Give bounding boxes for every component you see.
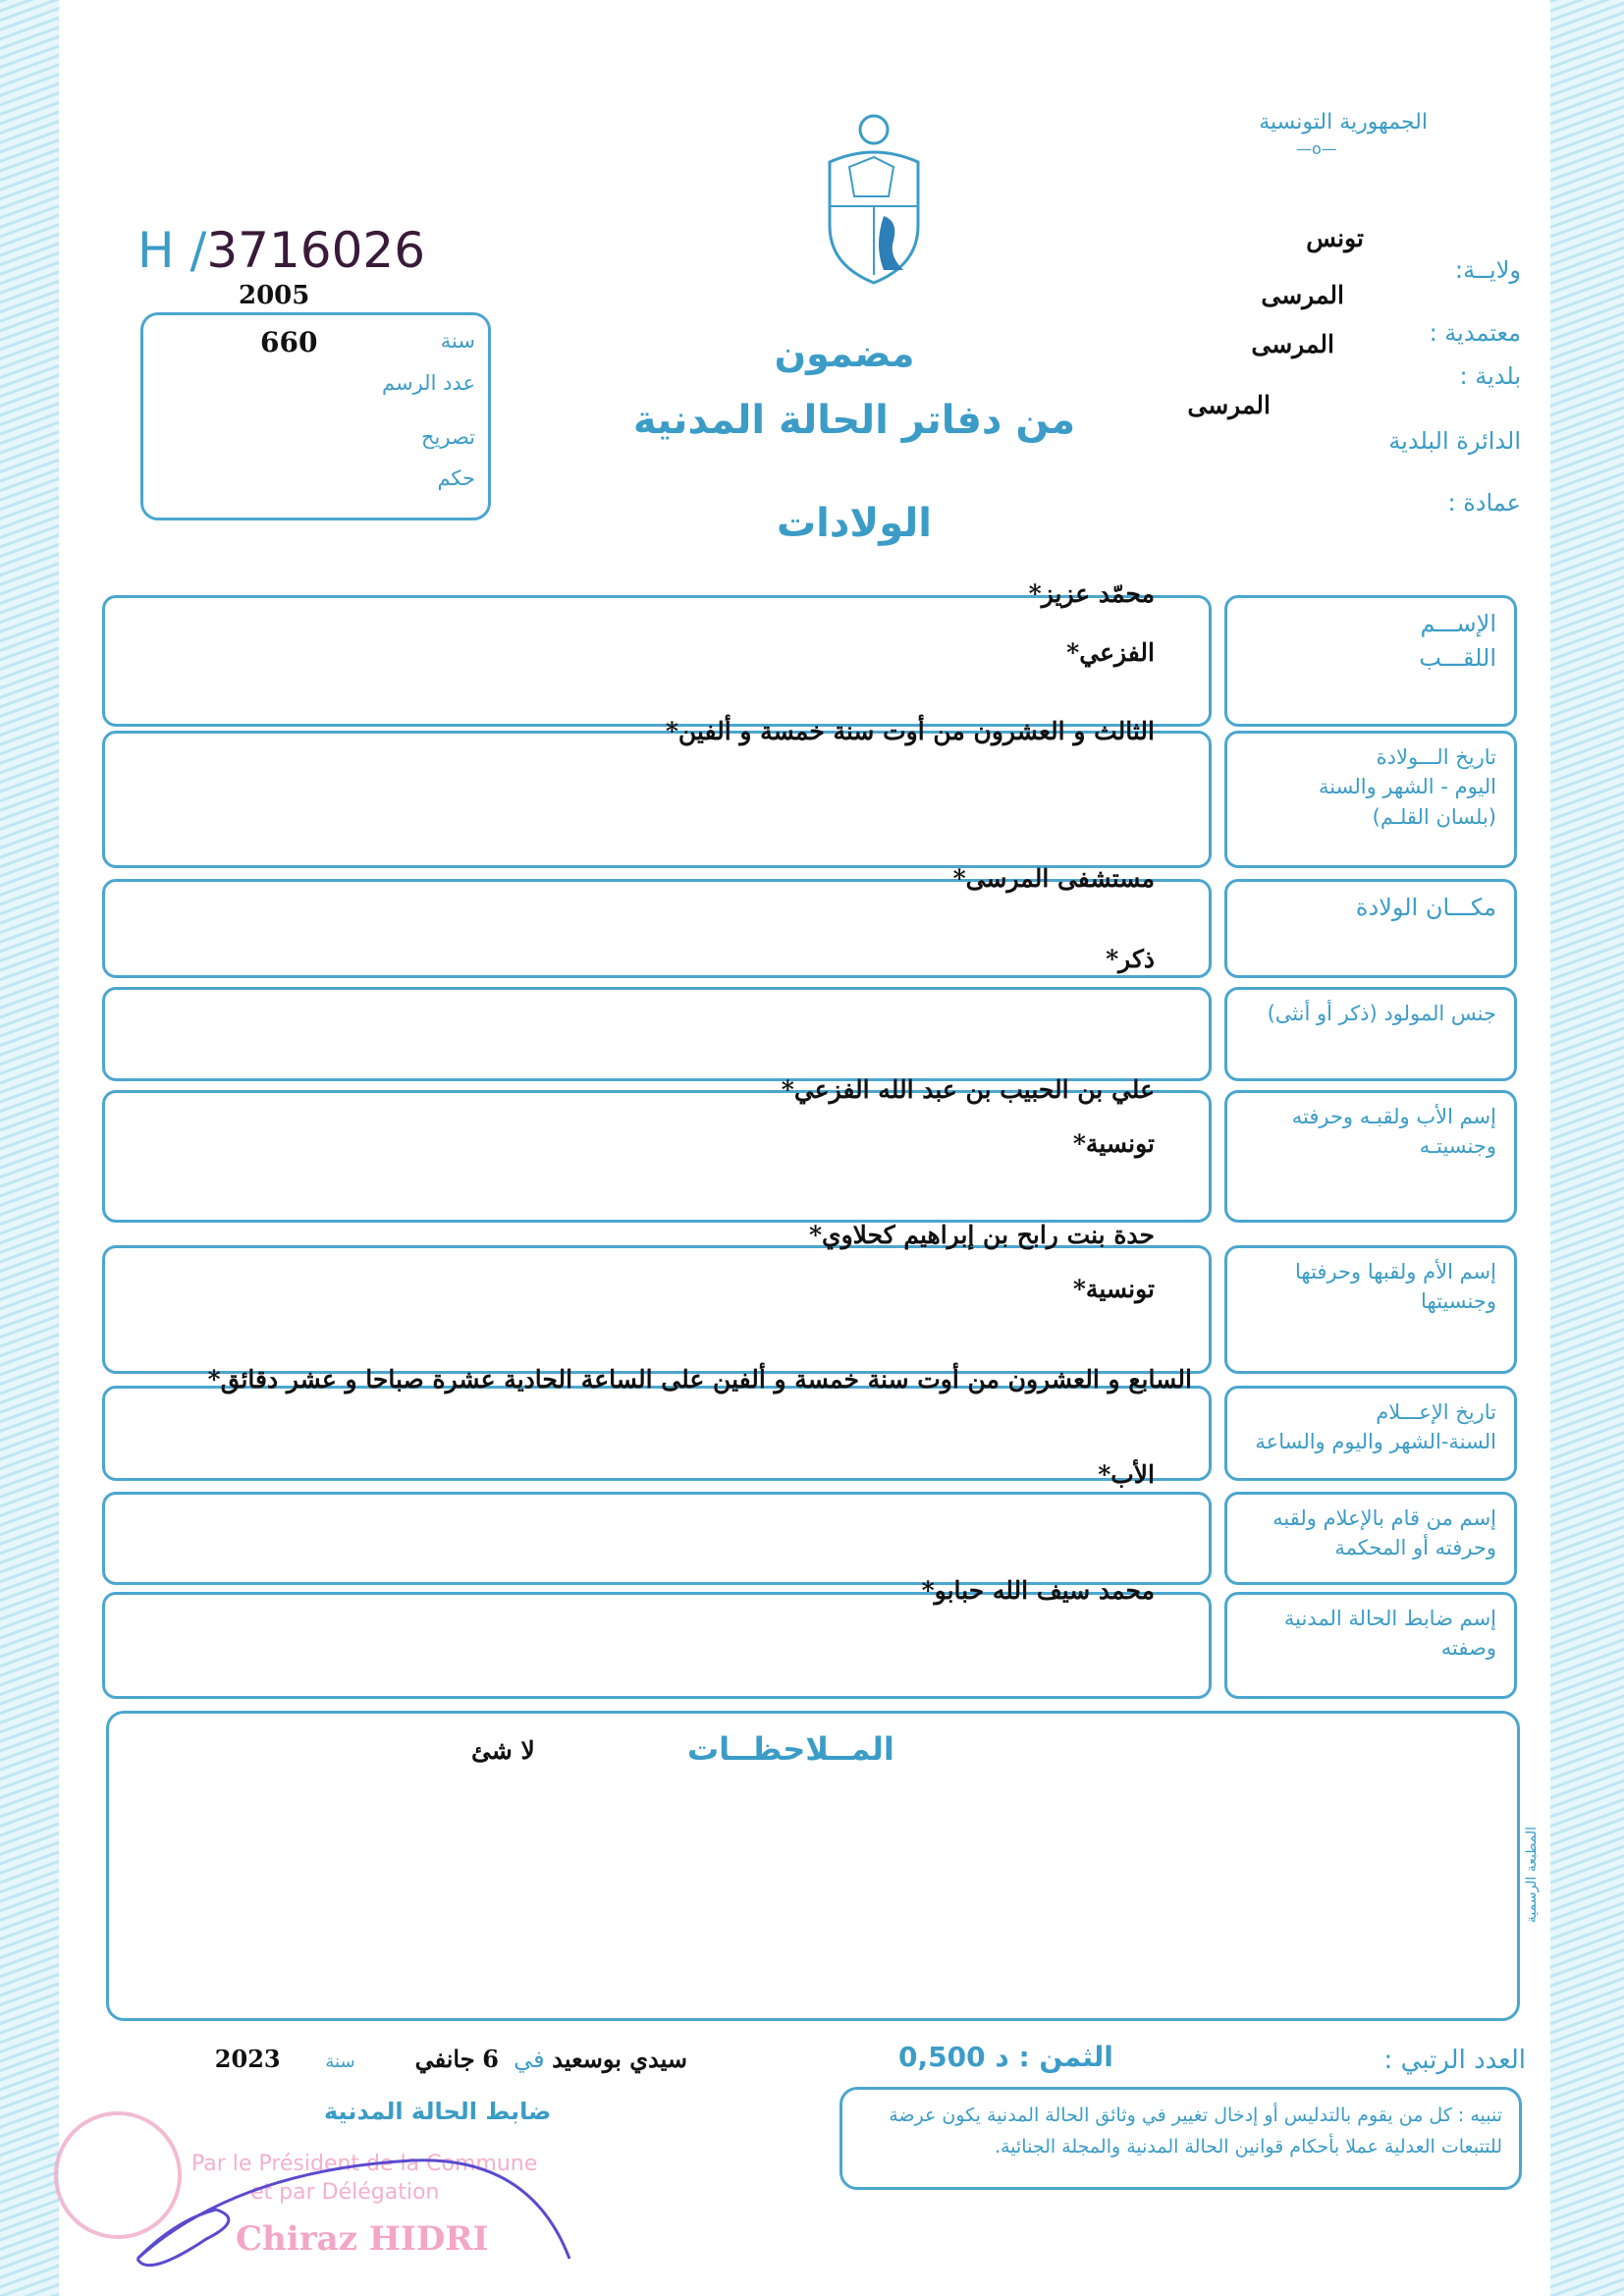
price-label: الثمن : xyxy=(1018,2041,1113,2073)
baladiya-label: بلدية : xyxy=(1459,362,1521,390)
serial-number-label: العدد الرتبي : xyxy=(1383,2046,1526,2075)
judgment-label: حكم xyxy=(437,466,475,490)
coat-of-arms-emblem xyxy=(820,108,928,285)
reference-year: 2005 xyxy=(239,281,310,310)
stamp-line2: et par Délégation xyxy=(250,2179,440,2205)
record-number-label: عدد الرسم xyxy=(382,371,475,395)
warning-text: تنبيه : كل من يقوم بالتدليس أو إدخال تغيير في وثائق الحالة المدنية يكون عرضة للتتبعات العدلية عملا بأحكام قوانين الحالة المدنية والمجلة الجنائية. xyxy=(889,2105,1502,2159)
field-value: تونسية* xyxy=(1072,1129,1155,1158)
issue-month: جانفي xyxy=(414,2045,475,2073)
field-value-box xyxy=(102,731,1212,868)
field-value: محمّد عزيز* xyxy=(1028,579,1155,608)
issue-day: 6 xyxy=(482,2045,499,2073)
issue-date-line xyxy=(137,2045,687,2073)
field-value: الفزعي* xyxy=(1066,638,1155,667)
field-label: تاريخ الإعـــلام السنة-الشهر واليوم والساعة xyxy=(1255,1400,1496,1454)
stamp-name: Chiraz HIDRI xyxy=(236,2219,489,2259)
field-value: السابع و العشرون من أوت سنة خمسة و ألفين على الساعة الحادية عشرة صباحا و عشر دقائق* xyxy=(207,1365,1192,1394)
issue-year: 2023 xyxy=(214,2045,281,2073)
field-value-box xyxy=(102,987,1212,1081)
field-label: إسم الأب ولقبـه وحرفته وجنسيتـه xyxy=(1291,1105,1496,1159)
field-value: محمد سيف الله حبابو* xyxy=(921,1576,1155,1605)
field-label: الإســـم اللقـــب xyxy=(1419,610,1496,672)
field-value-box xyxy=(102,1090,1212,1223)
signature xyxy=(118,2141,589,2278)
stamp-line1: Par le Président de la Commune xyxy=(191,2152,538,2176)
field-value: الأب* xyxy=(1098,1460,1155,1489)
title-line1: مضمون xyxy=(774,332,915,375)
in-label: في xyxy=(514,2046,545,2073)
section-title: الولادات xyxy=(776,501,933,546)
mutamadiya-value: المرسى xyxy=(1261,281,1344,309)
field-value-box xyxy=(102,595,1212,727)
field-value-box xyxy=(102,879,1212,978)
field-label: تاريخ الـــولادة اليوم - الشهر والسنة (بلسان القلـم) xyxy=(1319,745,1496,829)
officer-label: ضابط الحالة المدنية xyxy=(324,2098,552,2125)
reference-prefix: H / xyxy=(137,222,207,279)
field-value: مستشفى المرسى* xyxy=(952,864,1155,893)
year-label: سنة xyxy=(325,2051,355,2072)
imada-label: عمادة : xyxy=(1447,489,1521,517)
field-label: إسم ضابط الحالة المدنية وصفته xyxy=(1283,1607,1496,1661)
issue-place: سيدي بوسعيد xyxy=(552,2045,687,2073)
reference-number xyxy=(137,222,426,279)
field-label: جنس المولود (ذكر أو أنثى) xyxy=(1267,1002,1496,1025)
field-value-box xyxy=(102,1592,1212,1699)
baladiya-value: المرسى xyxy=(1251,330,1334,358)
field-value: ذكر* xyxy=(1106,945,1155,973)
printer-label: المطبعة الرسمية xyxy=(1524,1827,1540,1924)
field-value-box xyxy=(102,1492,1212,1585)
field-value: حدة بنت رابح بن إبراهيم كحلاوي* xyxy=(808,1221,1155,1249)
remarks-label: المــلاحظــات xyxy=(687,1730,894,1768)
year-label: سنة xyxy=(440,329,475,353)
daira-label: الدائرة البلدية xyxy=(1388,427,1521,455)
decorative-border-right xyxy=(1550,0,1624,2296)
price xyxy=(898,2041,1113,2073)
field-label: مكـــان الولادة xyxy=(1355,894,1496,921)
field-value: علي بن الحبيب بن عبد الله الفزعي* xyxy=(781,1075,1155,1104)
field-label: إسم الأم ولقبها وحرفتها وجنسيتها xyxy=(1295,1260,1496,1314)
reference-value: 660 xyxy=(260,326,318,358)
republic-label: الجمهورية التونسية xyxy=(1259,110,1428,135)
field-value-box xyxy=(102,1386,1212,1481)
field-value: الثالث و العشرون من أوت سنة خمسة و ألفين* xyxy=(665,717,1155,745)
field-value-box xyxy=(102,1245,1212,1374)
price-value: 0,500 د xyxy=(898,2041,1009,2073)
wilaya-label: ولايــة: xyxy=(1455,256,1521,284)
field-label: إسم من قام بالإعلام ولقبه وحرفته أو المحكمة xyxy=(1272,1506,1496,1560)
decorative-border-left xyxy=(0,0,59,2296)
wilaya-value: تونس xyxy=(1306,224,1364,252)
remarks-value: لا شئ xyxy=(471,1736,535,1765)
reference-digits: 3716026 xyxy=(206,222,426,279)
field-value: تونسية* xyxy=(1072,1275,1155,1303)
declaration-label: تصريح xyxy=(420,425,475,449)
republic-mark: —o— xyxy=(1296,139,1337,158)
mutamadiya-label: معتمدية : xyxy=(1429,319,1521,347)
title-line2: من دفاتر الحالة المدنية xyxy=(632,398,1076,443)
daira-value: المرسى xyxy=(1187,391,1271,419)
